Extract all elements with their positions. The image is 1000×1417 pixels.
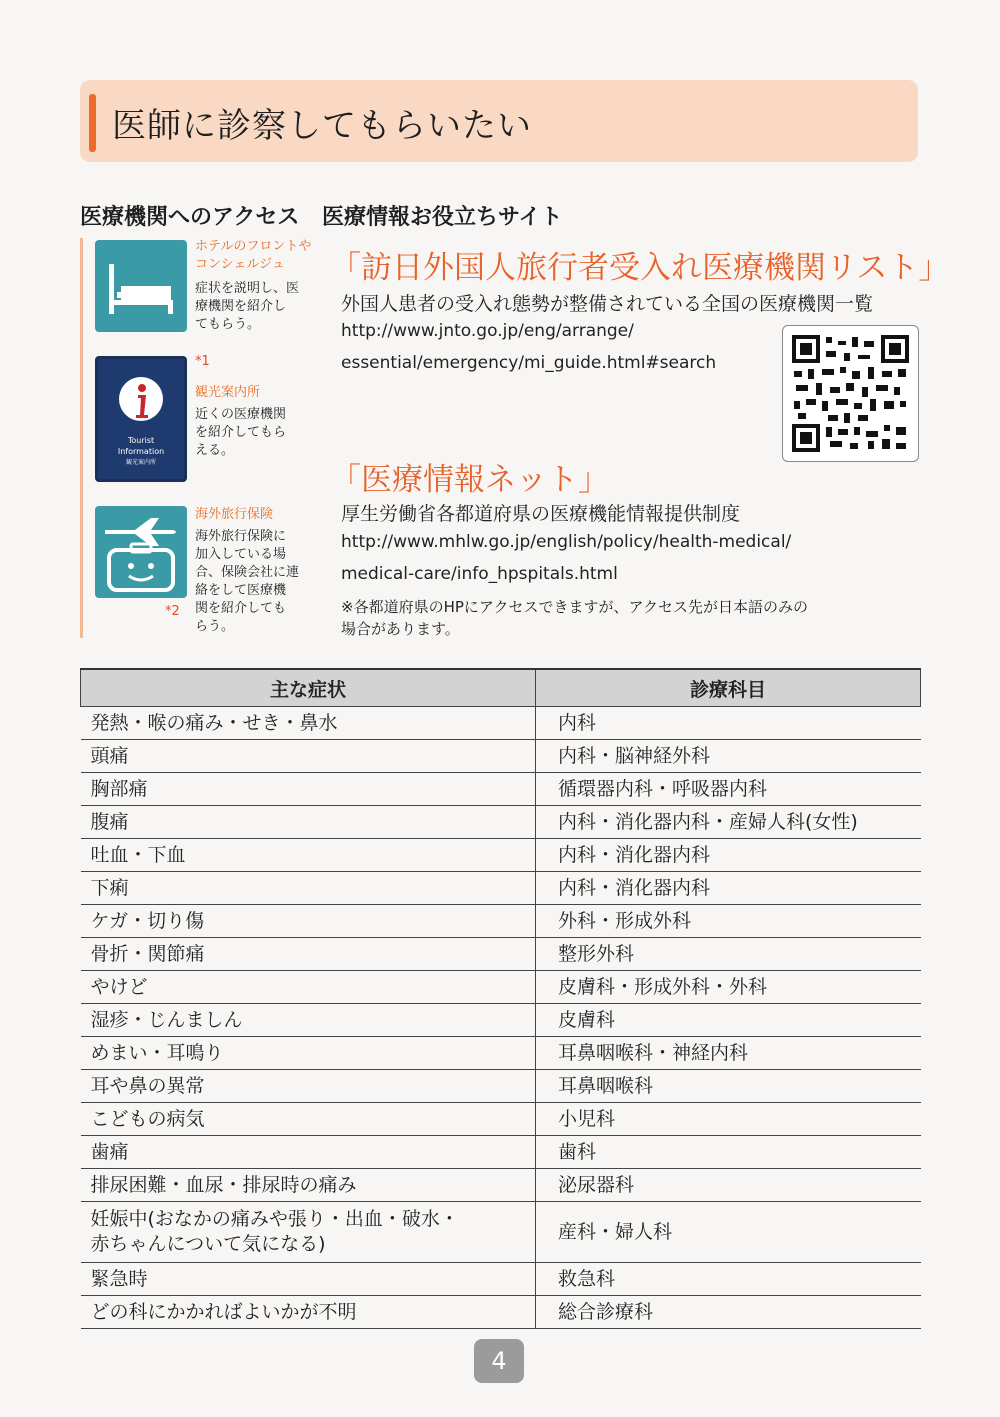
symptom-cell: 湿疹・じんましん [81, 1004, 536, 1037]
qr-code-icon[interactable] [782, 325, 919, 462]
table-row [81, 1004, 921, 1037]
table-row [81, 971, 921, 1004]
tourist-desc-2: を紹介してもら [195, 425, 287, 440]
department-cell: 整形外科 [536, 938, 921, 971]
department-cell: 耳鼻咽喉科 [536, 1070, 921, 1103]
mhlw-site-desc: 厚生労働省各都道府県の医療機能情報提供制度 [341, 503, 741, 525]
page-number: 4 [474, 1339, 524, 1383]
table-row [81, 773, 921, 806]
header-symptom: 主な症状 [81, 669, 536, 707]
symptom-cell: 発熱・喉の痛み・せき・鼻水 [81, 707, 536, 740]
insurance-desc-1: 海外旅行保険に [195, 529, 287, 544]
hotel-desc-2: 療機関を紹介し [195, 299, 287, 314]
luggage-airplane-icon [95, 506, 187, 598]
insurance-desc-5: 関を紹介しても [195, 601, 287, 616]
department-cell: 内科・脳神経外科 [536, 740, 921, 773]
hotel-desc-1: 症状を説明し、医 [195, 281, 300, 296]
symptom-table [80, 668, 921, 1329]
table-row [81, 1296, 921, 1329]
access-column [80, 238, 313, 638]
table-row [81, 740, 921, 773]
table-row [81, 1263, 921, 1296]
symptom-cell: 排尿困難・血尿・排尿時の痛み [81, 1169, 536, 1202]
table-row [81, 1202, 921, 1263]
symptom-cell: めまい・耳鳴り [81, 1037, 536, 1070]
department-cell: 耳鼻咽喉科・神経内科 [536, 1037, 921, 1070]
table-row [81, 806, 921, 839]
symptom-cell: やけど [81, 971, 536, 1004]
table-row [81, 905, 921, 938]
header-department: 診療科目 [536, 669, 921, 707]
insurance-title: 海外旅行保険 [195, 507, 274, 522]
table-row [81, 1136, 921, 1169]
page-title: 医師に診察してもらいたい [112, 106, 532, 146]
symptom-cell: 胸部痛 [81, 773, 536, 806]
symptom-cell [81, 1202, 536, 1263]
note-line-1: ※各都道府県のHPにアクセスできますが、アクセス先が日本語のみの [341, 598, 808, 616]
symptom-cell: ケガ・切り傷 [81, 905, 536, 938]
mhlw-url-2[interactable]: medical-care/info_hpspitals.html [341, 564, 618, 584]
jnto-url-1[interactable]: http://www.jnto.go.jp/eng/arrange/ [341, 321, 634, 341]
department-cell: 救急科 [536, 1263, 921, 1296]
table-row [81, 1070, 921, 1103]
symptom-cell-line-2: 赤ちゃんについて気になる) [90, 1233, 326, 1255]
department-cell: 泌尿器科 [536, 1169, 921, 1202]
department-cell: 内科・消化器内科 [536, 839, 921, 872]
insurance-desc-4: 絡をして医療機 [195, 583, 287, 598]
mhlw-url-1[interactable]: http://www.mhlw.go.jp/english/policy/health-medical/ [341, 532, 792, 552]
department-cell: 総合診療科 [536, 1296, 921, 1329]
table-row [81, 872, 921, 905]
department-cell: 内科 [536, 707, 921, 740]
table-row [81, 1037, 921, 1070]
jnto-site-title: 「訪日外国人旅行者受入れ医療機関リスト」 [330, 250, 950, 286]
tourist-icon-label-1: Tourist [127, 436, 155, 445]
sites-heading: 医療情報お役立ちサイト [322, 205, 563, 230]
note-line-2: 場合があります。 [341, 620, 460, 638]
table-row [81, 1103, 921, 1136]
symptom-cell: 骨折・関節痛 [81, 938, 536, 971]
tourist-title: 観光案内所 [195, 385, 261, 400]
table-row [81, 707, 921, 740]
department-cell: 産科・婦人科 [536, 1202, 921, 1263]
department-cell: 皮膚科 [536, 1004, 921, 1037]
title-accent-bar [89, 94, 96, 152]
department-cell: 小児科 [536, 1103, 921, 1136]
department-cell: 循環器内科・呼吸器内科 [536, 773, 921, 806]
tourist-icon-label-3: 観光案内所 [125, 459, 156, 466]
department-cell: 歯科 [536, 1136, 921, 1169]
hotel-title-2: コンシェルジュ [195, 257, 285, 272]
jnto-url-2[interactable]: essential/emergency/mi_guide.html#search [341, 353, 717, 373]
hotel-title-1: ホテルのフロントや [195, 239, 312, 254]
symptom-cell: 腹痛 [81, 806, 536, 839]
mhlw-site-title: 「医療情報ネット」 [330, 462, 609, 498]
symptom-cell: 歯痛 [81, 1136, 536, 1169]
symptom-cell: 耳や鼻の異常 [81, 1070, 536, 1103]
department-cell: 皮膚科・形成外科・外科 [536, 971, 921, 1004]
access-heading: 医療機関へのアクセス [80, 205, 300, 230]
symptom-cell: こどもの病気 [81, 1103, 536, 1136]
footnote-mark-1: *1 [195, 354, 210, 369]
tourist-desc-1: 近くの医療機関 [195, 407, 287, 422]
tourist-info-icon [95, 356, 187, 482]
insurance-desc-2: 加入している場 [195, 547, 287, 562]
bed-icon [95, 240, 187, 332]
hotel-desc-3: てもらう。 [195, 317, 261, 332]
symptom-cell: 頭痛 [81, 740, 536, 773]
symptom-cell: どの科にかかればよいかが不明 [81, 1296, 536, 1329]
sites-note [341, 596, 926, 640]
insurance-desc-3: 合、保険会社に連 [195, 565, 300, 580]
jnto-site-desc: 外国人患者の受入れ態勢が整備されている全国の医療機関一覧 [341, 293, 874, 315]
department-cell: 内科・消化器内科・産婦人科(女性) [536, 806, 921, 839]
tourist-icon-label-2: Information [117, 447, 165, 456]
department-cell: 内科・消化器内科 [536, 872, 921, 905]
symptom-cell: 下痢 [81, 872, 536, 905]
symptom-cell: 緊急時 [81, 1263, 536, 1296]
footnote-mark-2: *2 [165, 604, 180, 619]
symptom-cell-line-1: 妊娠中(おなかの痛みや張り・出血・破水・ [90, 1208, 459, 1230]
symptom-cell: 吐血・下血 [81, 839, 536, 872]
insurance-desc-6: らう。 [195, 619, 235, 634]
department-cell: 外科・形成外科 [536, 905, 921, 938]
table-row [81, 1169, 921, 1202]
table-row [81, 938, 921, 971]
table-row [81, 839, 921, 872]
tourist-desc-3: える。 [195, 443, 235, 458]
